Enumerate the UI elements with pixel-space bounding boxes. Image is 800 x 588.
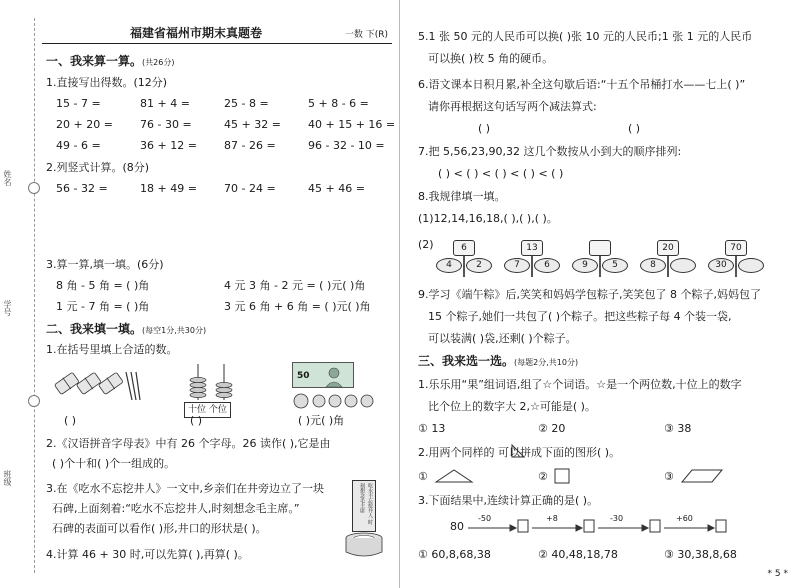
- q9-line3: 可以装满( )袋,还剩( )个粽子。: [428, 332, 577, 345]
- vertical-calc-item: 56 - 32 =: [56, 182, 108, 195]
- right-triangle-icon: [510, 443, 526, 459]
- s2q3-line2: 石碑,上面刻着:“吃水不忘挖井人,时刻想念毛主席。”: [52, 502, 300, 515]
- calc-item: 15 - 7 =: [56, 97, 101, 110]
- abacus-bead: [216, 392, 232, 397]
- edition-label: 一数 下(R): [344, 30, 388, 40]
- flower-top: 6: [453, 240, 475, 256]
- flower-stem: [463, 255, 465, 277]
- abacus-picture: [180, 362, 242, 402]
- money-calc-item: 3 元 6 角 + 6 角 = ( )元( )角: [224, 300, 371, 313]
- s2q3-line3: 石碑的表面可以看作( )形,井口的形状是( )。: [52, 522, 267, 535]
- calc-item: 5 + 8 - 6 =: [308, 97, 369, 110]
- binding-hole: [28, 182, 40, 194]
- calc-item: 76 - 30 =: [140, 118, 192, 131]
- section-1-title-text: 一、我来算一算。: [46, 54, 143, 68]
- stick-bundles-picture: [52, 362, 144, 406]
- abacus-bead: [190, 392, 206, 397]
- c1-line2: 比个位上的数字大 2,☆可能是( )。: [428, 400, 596, 413]
- q2-label: 2.列竖式计算。(8分): [46, 161, 150, 174]
- flower-leaf-left: 4: [436, 258, 462, 273]
- abacus-bead: [216, 382, 232, 387]
- banknote-value: 50: [297, 371, 310, 381]
- coins-picture: [292, 390, 378, 412]
- chain-step: -50: [478, 514, 492, 523]
- binding-dashed-line: [34, 18, 35, 573]
- q5-line2: 可以换( )枚 5 角的硬币。: [428, 52, 554, 65]
- binding-strip: [0, 0, 40, 588]
- stick-bundle: [98, 371, 124, 395]
- c2-option-1: ①: [418, 470, 428, 483]
- vertical-calc-item: 70 - 24 =: [224, 182, 276, 195]
- section-1-title: [46, 54, 174, 70]
- section-2-title-text: 二、我来填一填。: [46, 322, 143, 336]
- q7-answer: ( ) < ( ) < ( ) < ( ) < ( ): [438, 167, 564, 180]
- coin: [345, 395, 357, 407]
- c2-option-3: ③: [664, 470, 674, 483]
- chain-step: -30: [610, 514, 624, 523]
- section-2-note: (每空1分,共30分): [142, 326, 207, 335]
- calc-item: 36 + 12 =: [140, 139, 197, 152]
- bundles-answer: ( ): [64, 414, 77, 427]
- c1-option-2: ② 20: [538, 422, 566, 435]
- page-header: [42, 26, 392, 44]
- flower-leaf-right: 5: [602, 258, 628, 273]
- flower-leaf-left: 8: [640, 258, 666, 273]
- money-calc-item: 8 角 - 5 角 = ( )角: [56, 279, 150, 292]
- c1-option-1: ① 13: [418, 422, 446, 435]
- flower-leaf-right: 6: [534, 258, 560, 273]
- money-calc-item: 1 元 - 7 角 = ( )角: [56, 300, 150, 313]
- flower-leaf-right: [670, 258, 696, 273]
- coin: [329, 395, 341, 407]
- q6-blank-2: ( ): [628, 122, 641, 135]
- abacus-answer: ( ): [190, 414, 203, 427]
- calc-item: 25 - 8 =: [224, 97, 269, 110]
- number-flower: [434, 240, 494, 280]
- chain-step: +60: [676, 514, 693, 523]
- section-1-note: (共26分): [142, 58, 175, 67]
- q6-blank-1: ( ): [478, 122, 491, 135]
- binding-hole: [28, 395, 40, 407]
- flower-stem: [667, 255, 669, 277]
- q5-line1: 5.1 张 50 元的人民币可以换( )张 10 元的人民币;1 张 1 元的人民币: [418, 30, 753, 43]
- abacus-bead: [190, 377, 206, 382]
- flower-leaf-right: [738, 258, 764, 273]
- banknote-picture: [292, 362, 354, 388]
- q3-label: 3.算一算,填一填。(6分): [46, 258, 164, 271]
- abacus-place-label: 十位 个位: [184, 402, 231, 418]
- calc-item: 49 - 6 =: [56, 139, 101, 152]
- section-2-title: [46, 322, 206, 338]
- c1-option-3: ③ 38: [664, 422, 692, 435]
- stone-tablet-text: 吃水不忘挖井人 时刻想念毛主席: [352, 480, 376, 532]
- flower-stem: [599, 255, 601, 277]
- right-column: [414, 0, 790, 588]
- flower-stem: [735, 255, 737, 277]
- c3-line: 3.下面结果中,连续计算正确的是( )。: [418, 494, 599, 507]
- q6-line1: 6.语文课本日积月累,补全这句歇后语:“十五个吊桶打水——七上( )”: [418, 78, 746, 91]
- c2-line: 2.用两个同样的 可以拼成下面的图形( )。: [418, 446, 621, 459]
- q7-line: 7.把 5,56,23,90,32 这几个数按从小到大的顺序排列:: [418, 145, 682, 158]
- class-label: 班级: [3, 470, 12, 486]
- section-3-title-text: 三、我来选一选。: [418, 354, 515, 368]
- q8-label: 8.我规律填一填。: [418, 190, 506, 203]
- flower-top: 13: [521, 240, 543, 256]
- stone-tablet-picture: [344, 480, 384, 562]
- name-field: [2, 170, 32, 186]
- abacus-bead: [216, 387, 232, 392]
- flower-leaf-left: 30: [708, 258, 734, 273]
- page-number: * 5 *: [767, 569, 788, 579]
- q1-label: 1.直接写出得数。(12分): [46, 76, 168, 89]
- chain-start: 80: [450, 520, 464, 533]
- coin: [294, 394, 308, 408]
- q8-part2-label: (2): [418, 238, 434, 251]
- abacus-bead: [190, 387, 206, 392]
- flower-top: [589, 240, 611, 256]
- flower-leaf-left: 9: [572, 258, 598, 273]
- left-column: [42, 0, 400, 588]
- page-title: 福建省福州市期末真题卷: [130, 26, 263, 40]
- flower-leaf-right: 2: [466, 258, 492, 273]
- c1-line1: 1.乐乐用“果”组词语,组了☆个词语。☆是一个两位数,十位上的数字: [418, 378, 742, 391]
- calc-item: 20 + 20 =: [56, 118, 113, 131]
- s2q2-line1: 2.《汉语拼音字母表》中有 26 个字母。26 读作( ),它是由: [46, 437, 331, 450]
- id-label: 学号: [3, 300, 12, 316]
- class-field: [2, 470, 32, 486]
- coin: [361, 395, 373, 407]
- calc-item: 40 + 15 + 16 =: [308, 118, 396, 131]
- well-icon: [344, 530, 384, 560]
- calc-item: 87 - 26 =: [224, 139, 276, 152]
- square-shape-icon: [554, 468, 570, 484]
- flower-leaf-left: 7: [504, 258, 530, 273]
- calc-item: 81 + 4 =: [140, 97, 190, 110]
- flower-top: 70: [725, 240, 747, 256]
- abacus-bead: [190, 382, 206, 387]
- section-3-title: [418, 354, 578, 370]
- stick-bundle: [54, 371, 80, 395]
- c3-option-2: ② 40,48,18,78: [538, 548, 618, 561]
- number-flower: [706, 240, 766, 280]
- section-3-note: (每题2分,共10分): [514, 358, 579, 367]
- q9-line2: 15 个粽子,她们一共包了( )个粽子。把这些粽子每 4 个装一袋,: [428, 310, 732, 323]
- id-field: [2, 300, 32, 316]
- parallelogram-shape-icon: [680, 468, 724, 484]
- c3-option-1: ① 60,8,68,38: [418, 548, 491, 561]
- money-calc-item: 4 元 3 角 - 2 元 = ( )元( )角: [224, 279, 366, 292]
- vertical-calc-item: 45 + 46 =: [308, 182, 365, 195]
- number-flower: [570, 240, 630, 280]
- money-answer: ( )元( )角: [298, 414, 345, 427]
- s2q1-label: 1.在括号里填上合适的数。: [46, 343, 178, 356]
- number-flower: [638, 240, 698, 280]
- c3-option-3: ③ 30,38,8,68: [664, 548, 737, 561]
- portrait-icon: [323, 365, 345, 387]
- triangle-shape-icon: [434, 468, 474, 484]
- s2q2-line2: ( )个十和( )个一组成的。: [52, 457, 176, 470]
- number-flower: [502, 240, 562, 280]
- c2-option-2: ②: [538, 470, 548, 483]
- name-label: 姓名: [3, 170, 12, 186]
- flower-stem: [531, 255, 533, 277]
- flower-top: 20: [657, 240, 679, 256]
- q6-line2: 请你再根据这句话写两个减法算式:: [428, 100, 597, 113]
- calc-item: 45 + 32 =: [224, 118, 281, 131]
- s2q4-line: 4.计算 46 + 30 时,可以先算( ),再算( )。: [46, 548, 249, 561]
- q8-sequence: (1)12,14,16,18,( ),( ),( )。: [418, 212, 558, 225]
- calc-item: 96 - 32 - 10 =: [308, 139, 385, 152]
- vertical-calc-item: 18 + 49 =: [140, 182, 197, 195]
- q9-line1: 9.学习《端午粽》后,笑笑和妈妈学包粽子,笑笑包了 8 个粽子,妈妈包了: [418, 288, 761, 301]
- s2q3-line1: 3.在《吃水不忘挖井人》一文中,乡亲们在井旁边立了一块: [46, 482, 324, 495]
- stick-bundle: [76, 371, 102, 395]
- chain-step: +8: [546, 514, 558, 523]
- coin: [313, 395, 325, 407]
